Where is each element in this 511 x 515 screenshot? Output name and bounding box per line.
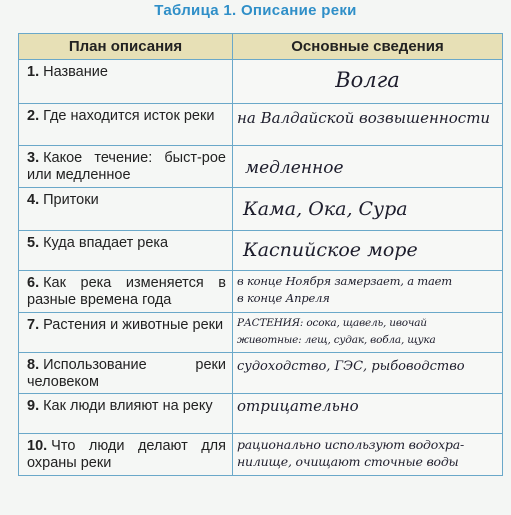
question-cell bbox=[19, 434, 233, 476]
answer-cell bbox=[233, 394, 503, 434]
row-number: 8. bbox=[27, 357, 40, 373]
question-cell bbox=[19, 231, 233, 271]
question-cell bbox=[19, 188, 233, 231]
header-info: Основные сведения bbox=[233, 34, 503, 60]
answer-cell bbox=[233, 231, 503, 271]
question-cell bbox=[19, 146, 233, 188]
row-number: 6. bbox=[27, 275, 40, 291]
question-text: Название bbox=[43, 64, 108, 80]
answer-line: в конце Апреля bbox=[237, 291, 330, 305]
row-number: 1. bbox=[27, 64, 40, 80]
answer-cell bbox=[233, 146, 503, 188]
table-row bbox=[19, 271, 503, 313]
question-cell bbox=[19, 394, 233, 434]
question-cell bbox=[19, 353, 233, 394]
answer-line: нилище, очищают сточные воды bbox=[237, 454, 459, 469]
answer-text: медленное bbox=[245, 158, 344, 178]
answer-text: Кама, Ока, Сура bbox=[243, 198, 408, 220]
answer-cell bbox=[233, 353, 503, 394]
question-text: Что люди делают для охраны реки bbox=[27, 438, 226, 471]
question-text: Куда впадает река bbox=[43, 235, 169, 251]
answer-text: судоходство, ГЭС, рыбоводство bbox=[237, 359, 465, 374]
question-cell bbox=[19, 60, 233, 104]
question-text: Как люди влияют на реку bbox=[43, 398, 213, 414]
answer-cell bbox=[233, 188, 503, 231]
answer-cell bbox=[233, 104, 503, 146]
table-row bbox=[19, 434, 503, 476]
row-number: 5. bbox=[27, 235, 40, 251]
question-cell bbox=[19, 313, 233, 353]
answer-cell bbox=[233, 313, 503, 353]
answer-line: рационально используют водохра- bbox=[237, 437, 465, 452]
question-text: Притоки bbox=[43, 192, 99, 208]
header-plan: План описания bbox=[19, 34, 233, 60]
question-text: Как река изменяется в разные времена года bbox=[27, 275, 226, 308]
table-row bbox=[19, 231, 503, 271]
table-title: Таблица 1. Описание реки bbox=[154, 2, 357, 19]
answer-text: на Валдайской возвышенности bbox=[237, 109, 491, 127]
question-cell bbox=[19, 104, 233, 146]
row-number: 9. bbox=[27, 398, 40, 414]
table-row bbox=[19, 353, 503, 394]
answer-cell bbox=[233, 271, 503, 313]
table-row bbox=[19, 60, 503, 104]
answer-text: Каспийское море bbox=[243, 239, 418, 261]
table-row bbox=[19, 188, 503, 231]
river-description-table bbox=[18, 33, 503, 476]
table-row bbox=[19, 146, 503, 188]
table-row bbox=[19, 313, 503, 353]
question-text: Какое течение: быст-рое или медленное bbox=[27, 150, 226, 183]
row-number: 3. bbox=[27, 150, 40, 166]
answer-line: в конце Ноября замерзает, а тает bbox=[237, 274, 452, 288]
question-text: Использование реки человеком bbox=[27, 357, 226, 390]
answer-cell bbox=[233, 434, 503, 476]
row-number: 4. bbox=[27, 192, 40, 208]
answer-text: Волга bbox=[335, 68, 400, 92]
table-row bbox=[19, 394, 503, 434]
question-text: Где находится исток реки bbox=[43, 108, 215, 124]
header-row bbox=[19, 34, 503, 60]
row-number: 10. bbox=[27, 438, 48, 454]
table-row bbox=[19, 104, 503, 146]
row-number: 2. bbox=[27, 108, 40, 124]
answer-text: отрицательно bbox=[237, 397, 359, 415]
question-cell bbox=[19, 271, 233, 313]
answer-line: РАСТЕНИЯ: осока, щавель, ивочай bbox=[237, 317, 427, 329]
answer-cell bbox=[233, 60, 503, 104]
answer-line: животные: лещ, судак, вобла, щука bbox=[237, 334, 436, 346]
question-text: Растения и животные реки bbox=[43, 317, 224, 333]
row-number: 7. bbox=[27, 317, 40, 333]
